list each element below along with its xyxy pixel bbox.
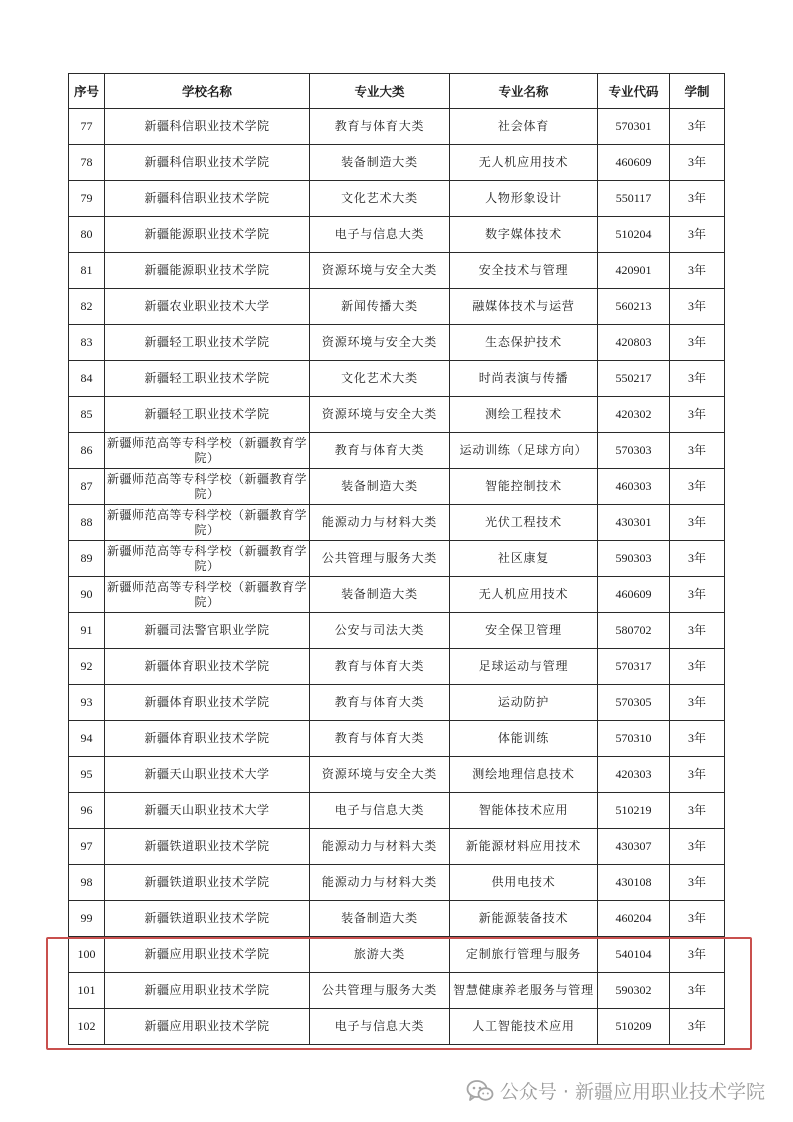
cell-school: 新疆应用职业技术学院 — [105, 973, 310, 1009]
cell-major: 智慧健康养老服务与管理 — [450, 973, 598, 1009]
cell-num: 96 — [69, 793, 105, 829]
cell-code: 580702 — [598, 613, 670, 649]
cell-code: 570305 — [598, 685, 670, 721]
cell-code: 420803 — [598, 325, 670, 361]
cell-years: 3年 — [670, 505, 725, 541]
cell-major: 社会体育 — [450, 109, 598, 145]
cell-school: 新疆铁道职业技术学院 — [105, 829, 310, 865]
cell-school: 新疆轻工职业技术学院 — [105, 361, 310, 397]
cell-major: 定制旅行管理与服务 — [450, 937, 598, 973]
cell-major: 运动防护 — [450, 685, 598, 721]
table-row — [69, 685, 725, 721]
cell-major: 人物形象设计 — [450, 181, 598, 217]
header-num: 序号 — [69, 74, 105, 109]
cell-major: 无人机应用技术 — [450, 577, 598, 613]
cell-code: 570301 — [598, 109, 670, 145]
table-row — [69, 793, 725, 829]
cell-school: 新疆能源职业技术学院 — [105, 253, 310, 289]
cell-years: 3年 — [670, 901, 725, 937]
cell-years: 3年 — [670, 685, 725, 721]
cell-code: 510204 — [598, 217, 670, 253]
cell-major: 无人机应用技术 — [450, 145, 598, 181]
cell-years: 3年 — [670, 937, 725, 973]
cell-code: 570317 — [598, 649, 670, 685]
cell-years: 3年 — [670, 469, 725, 505]
cell-category: 教育与体育大类 — [310, 649, 450, 685]
cell-school: 新疆科信职业技术学院 — [105, 181, 310, 217]
cell-num: 83 — [69, 325, 105, 361]
cell-category: 公共管理与服务大类 — [310, 973, 450, 1009]
cell-code: 460204 — [598, 901, 670, 937]
cell-school: 新疆师范高等专科学校（新疆教育学院） — [105, 577, 310, 613]
cell-years: 3年 — [670, 865, 725, 901]
cell-school: 新疆铁道职业技术学院 — [105, 901, 310, 937]
cell-major: 人工智能技术应用 — [450, 1009, 598, 1045]
cell-school: 新疆农业职业技术大学 — [105, 289, 310, 325]
cell-num: 102 — [69, 1009, 105, 1045]
table-body — [69, 109, 725, 1045]
cell-school: 新疆师范高等专科学校（新疆教育学院） — [105, 505, 310, 541]
cell-major: 测绘工程技术 — [450, 397, 598, 433]
wechat-icon — [466, 1079, 494, 1103]
cell-school: 新疆科信职业技术学院 — [105, 109, 310, 145]
cell-school: 新疆体育职业技术学院 — [105, 649, 310, 685]
header-years: 学制 — [670, 74, 725, 109]
cell-num: 95 — [69, 757, 105, 793]
header-category: 专业大类 — [310, 74, 450, 109]
cell-category: 装备制造大类 — [310, 577, 450, 613]
header-row — [69, 74, 725, 109]
cell-category: 资源环境与安全大类 — [310, 397, 450, 433]
cell-num: 81 — [69, 253, 105, 289]
majors-table — [68, 73, 725, 1045]
cell-code: 460303 — [598, 469, 670, 505]
cell-category: 新闻传播大类 — [310, 289, 450, 325]
cell-years: 3年 — [670, 397, 725, 433]
cell-num: 93 — [69, 685, 105, 721]
cell-years: 3年 — [670, 577, 725, 613]
cell-school: 新疆应用职业技术学院 — [105, 1009, 310, 1045]
cell-school: 新疆师范高等专科学校（新疆教育学院） — [105, 433, 310, 469]
table-row — [69, 721, 725, 757]
header-major: 专业名称 — [450, 74, 598, 109]
cell-num: 77 — [69, 109, 105, 145]
cell-school: 新疆应用职业技术学院 — [105, 937, 310, 973]
cell-school: 新疆天山职业技术大学 — [105, 793, 310, 829]
cell-category: 教育与体育大类 — [310, 685, 450, 721]
cell-num: 84 — [69, 361, 105, 397]
cell-code: 550117 — [598, 181, 670, 217]
cell-category: 文化艺术大类 — [310, 181, 450, 217]
cell-code: 550217 — [598, 361, 670, 397]
cell-category: 能源动力与材料大类 — [310, 865, 450, 901]
cell-years: 3年 — [670, 757, 725, 793]
table-row — [69, 505, 725, 541]
cell-category: 电子与信息大类 — [310, 793, 450, 829]
table-row — [69, 577, 725, 613]
cell-category: 文化艺术大类 — [310, 361, 450, 397]
cell-years: 3年 — [670, 721, 725, 757]
cell-num: 80 — [69, 217, 105, 253]
cell-num: 98 — [69, 865, 105, 901]
cell-num: 86 — [69, 433, 105, 469]
cell-major: 新能源材料应用技术 — [450, 829, 598, 865]
table-row — [69, 613, 725, 649]
cell-category: 教育与体育大类 — [310, 109, 450, 145]
cell-major: 融媒体技术与运营 — [450, 289, 598, 325]
cell-code: 510219 — [598, 793, 670, 829]
cell-num: 82 — [69, 289, 105, 325]
cell-code: 540104 — [598, 937, 670, 973]
cell-school: 新疆铁道职业技术学院 — [105, 865, 310, 901]
cell-school: 新疆体育职业技术学院 — [105, 721, 310, 757]
cell-years: 3年 — [670, 1009, 725, 1045]
cell-num: 89 — [69, 541, 105, 577]
cell-num: 90 — [69, 577, 105, 613]
cell-num: 91 — [69, 613, 105, 649]
cell-code: 420302 — [598, 397, 670, 433]
cell-years: 3年 — [670, 253, 725, 289]
cell-major: 安全技术与管理 — [450, 253, 598, 289]
cell-major: 光伏工程技术 — [450, 505, 598, 541]
cell-years: 3年 — [670, 325, 725, 361]
cell-num: 87 — [69, 469, 105, 505]
cell-code: 570310 — [598, 721, 670, 757]
cell-category: 资源环境与安全大类 — [310, 757, 450, 793]
cell-code: 420901 — [598, 253, 670, 289]
table-row — [69, 181, 725, 217]
table-row — [69, 865, 725, 901]
cell-code: 590302 — [598, 973, 670, 1009]
cell-category: 装备制造大类 — [310, 901, 450, 937]
cell-school: 新疆师范高等专科学校（新疆教育学院） — [105, 469, 310, 505]
cell-category: 旅游大类 — [310, 937, 450, 973]
cell-major: 数字媒体技术 — [450, 217, 598, 253]
cell-code: 570303 — [598, 433, 670, 469]
cell-years: 3年 — [670, 541, 725, 577]
cell-school: 新疆轻工职业技术学院 — [105, 397, 310, 433]
table-row — [69, 469, 725, 505]
cell-num: 92 — [69, 649, 105, 685]
cell-num: 99 — [69, 901, 105, 937]
cell-category: 能源动力与材料大类 — [310, 505, 450, 541]
cell-major: 生态保护技术 — [450, 325, 598, 361]
cell-years: 3年 — [670, 433, 725, 469]
cell-school: 新疆师范高等专科学校（新疆教育学院） — [105, 541, 310, 577]
cell-code: 460609 — [598, 577, 670, 613]
cell-years: 3年 — [670, 829, 725, 865]
table-row — [69, 361, 725, 397]
cell-code: 460609 — [598, 145, 670, 181]
cell-num: 94 — [69, 721, 105, 757]
cell-school: 新疆体育职业技术学院 — [105, 685, 310, 721]
table-row — [69, 901, 725, 937]
cell-category: 装备制造大类 — [310, 145, 450, 181]
table-row — [69, 829, 725, 865]
cell-major: 足球运动与管理 — [450, 649, 598, 685]
cell-category: 教育与体育大类 — [310, 721, 450, 757]
cell-major: 安全保卫管理 — [450, 613, 598, 649]
cell-category: 公共管理与服务大类 — [310, 541, 450, 577]
cell-years: 3年 — [670, 217, 725, 253]
header-school: 学校名称 — [105, 74, 310, 109]
cell-school: 新疆轻工职业技术学院 — [105, 325, 310, 361]
cell-major: 测绘地理信息技术 — [450, 757, 598, 793]
cell-years: 3年 — [670, 361, 725, 397]
cell-category: 公安与司法大类 — [310, 613, 450, 649]
cell-code: 510209 — [598, 1009, 670, 1045]
cell-code: 430108 — [598, 865, 670, 901]
cell-category: 装备制造大类 — [310, 469, 450, 505]
cell-num: 78 — [69, 145, 105, 181]
cell-category: 教育与体育大类 — [310, 433, 450, 469]
cell-code: 560213 — [598, 289, 670, 325]
table-row — [69, 397, 725, 433]
cell-num: 97 — [69, 829, 105, 865]
cell-num: 101 — [69, 973, 105, 1009]
cell-category: 电子与信息大类 — [310, 217, 450, 253]
cell-num: 88 — [69, 505, 105, 541]
cell-category: 能源动力与材料大类 — [310, 829, 450, 865]
cell-major: 社区康复 — [450, 541, 598, 577]
cell-category: 资源环境与安全大类 — [310, 325, 450, 361]
cell-major: 智能控制技术 — [450, 469, 598, 505]
cell-major: 体能训练 — [450, 721, 598, 757]
cell-years: 3年 — [670, 973, 725, 1009]
table-row — [69, 289, 725, 325]
cell-years: 3年 — [670, 649, 725, 685]
table-row — [69, 145, 725, 181]
watermark-text: 公众号 · 新疆应用职业技术学院 — [499, 1081, 765, 1103]
table-row — [69, 253, 725, 289]
table-row — [69, 757, 725, 793]
cell-code: 430307 — [598, 829, 670, 865]
highlight-box — [46, 937, 752, 1050]
cell-school: 新疆司法警官职业学院 — [105, 613, 310, 649]
cell-years: 3年 — [670, 613, 725, 649]
header-code: 专业代码 — [598, 74, 670, 109]
cell-code: 420303 — [598, 757, 670, 793]
cell-major: 智能体技术应用 — [450, 793, 598, 829]
cell-code: 590303 — [598, 541, 670, 577]
cell-category: 资源环境与安全大类 — [310, 253, 450, 289]
table-row — [69, 217, 725, 253]
cell-school: 新疆天山职业技术大学 — [105, 757, 310, 793]
cell-years: 3年 — [670, 145, 725, 181]
cell-category: 电子与信息大类 — [310, 1009, 450, 1045]
watermark — [466, 1077, 765, 1104]
cell-years: 3年 — [670, 289, 725, 325]
table-row — [69, 109, 725, 145]
cell-major: 新能源装备技术 — [450, 901, 598, 937]
cell-major: 运动训练（足球方向） — [450, 433, 598, 469]
table-row — [69, 325, 725, 361]
table-row — [69, 433, 725, 469]
cell-years: 3年 — [670, 793, 725, 829]
cell-years: 3年 — [670, 181, 725, 217]
cell-num: 100 — [69, 937, 105, 973]
cell-num: 85 — [69, 397, 105, 433]
cell-school: 新疆能源职业技术学院 — [105, 217, 310, 253]
cell-code: 430301 — [598, 505, 670, 541]
cell-school: 新疆科信职业技术学院 — [105, 145, 310, 181]
table-row — [69, 649, 725, 685]
cell-years: 3年 — [670, 109, 725, 145]
cell-major: 供用电技术 — [450, 865, 598, 901]
table-row — [69, 541, 725, 577]
cell-num: 79 — [69, 181, 105, 217]
cell-major: 时尚表演与传播 — [450, 361, 598, 397]
table-header — [69, 74, 725, 109]
